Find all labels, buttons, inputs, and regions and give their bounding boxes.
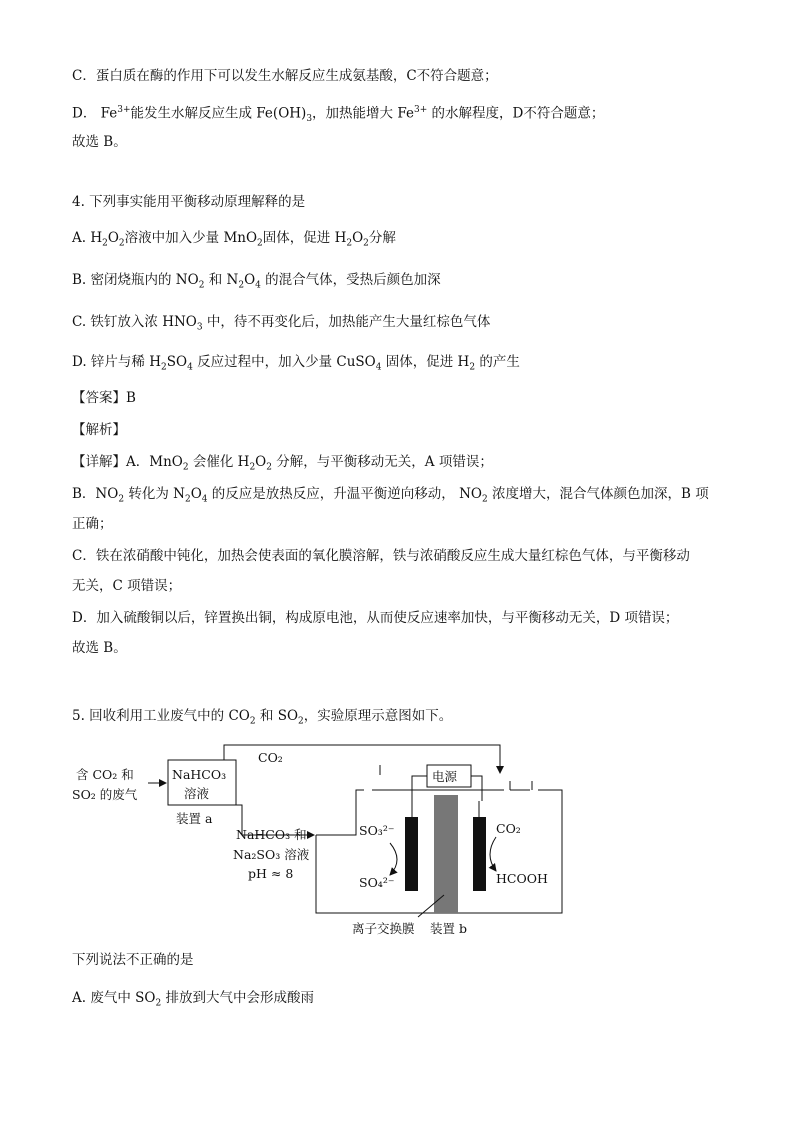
detail-c-2: 无关，C 项错误； (72, 578, 182, 594)
analysis-tag: 【解析】 (72, 422, 126, 438)
gas-input-label-2: SO₂ 的废气 (72, 787, 138, 802)
detail-c-1: C．铁在浓硝酸中钝化，加热会使表面的氧化膜溶解，铁与浓硝酸反应生成大量红棕色气体，与平衡移动 (72, 548, 690, 564)
anode-arrow (390, 843, 397, 875)
q5-question: 下列说法不正确的是 (72, 952, 194, 968)
solution-label-3: pH ≈ 8 (248, 866, 294, 881)
option-c-explanation: C．蛋白质在酶的作用下可以发生水解反应生成氨基酸，C不符合题意； (72, 68, 498, 84)
co2-top-label: CO₂ (258, 750, 283, 765)
solution-label-1: NaHCO₃ 和 (236, 827, 307, 842)
option-d-explanation: D． $Fe^{3+}$能发生水解反应生成 $Fe(OH)_3$，加热能增大 $Fe^{3+}$ 的水解程度，D不符合题意； (72, 105, 605, 125)
so3-label: SO₃²⁻ (359, 823, 395, 838)
anode (405, 817, 418, 891)
hcooh-label: HCOOH (496, 871, 548, 886)
detail-b-2: 正确； (72, 516, 113, 532)
device-a-label-2: 溶液 (184, 786, 210, 801)
detail-b-1: B．$NO_2$ 转化为 $N_2O_4$ 的反应是放热反应，升温平衡逆向移动， $NO_2$ 浓度增大，混合气体颜色加深，B 项 (72, 486, 709, 505)
device-b-label: 装置 b (430, 921, 467, 936)
gas-input-label-1: 含 CO₂ 和 (76, 767, 134, 782)
cathode-arrow (490, 837, 496, 871)
detail-d: D．加入硫酸铜以后，锌置换出铜，构成原电池，从而使反应速率加快，与平衡移动无关，D 项错误； (72, 610, 679, 626)
device-a-label-1: NaHCO₃ (172, 767, 227, 782)
cathode (473, 817, 486, 891)
so4-label: SO₄²⁻ (359, 875, 395, 890)
q4-stem: 4. 下列事实能用平衡移动原理解释的是 (72, 194, 306, 210)
q4-option-d: D. 锌片与稀 $H_2SO_4$ 反应过程中，加入少量 CuSO$_4$ 固体，促进 $H_2$ 的产生 (72, 354, 520, 373)
electrolysis-diagram (72, 735, 572, 940)
q4-final-choice: 故选 B。 (72, 640, 127, 656)
device-a-caption: 装置 a (176, 811, 213, 826)
detail-a: 【详解】A．MnO$_2$ 会催化 $H_2O_2$ 分解，与平衡移动无关，A 项错误； (72, 454, 493, 473)
q4-option-a: A. $H_2O_2$溶液中加入少量 MnO$_2$固体，促进 $H_2O_2$分解 (72, 230, 396, 249)
q5-stem: 5. 回收利用工业废气中的 $CO_2$ 和 $SO_2$，实验原理示意图如下。 (72, 708, 453, 727)
q4-option-b: B. 密闭烧瓶内的 $NO_2$ 和 $N_2O_4$ 的混合气体，受热后颜色加深 (72, 272, 441, 291)
q5-option-a: A. 废气中 $SO_2$ 排放到大气中会形成酸雨 (72, 990, 314, 1009)
power-source-label: 电源 (432, 769, 458, 784)
solution-label-2: Na₂SO₃ 溶液 (233, 847, 310, 862)
co2-right-label: CO₂ (496, 821, 521, 836)
q4-option-c: C. 铁钉放入浓 $HNO_3$ 中，待不再变化后，加热能产生大量红棕色气体 (72, 314, 491, 333)
final-choice: 故选 B。 (72, 134, 127, 150)
membrane-label: 离子交换膜 (352, 921, 415, 936)
answer-tag: 【答案】B (72, 390, 136, 406)
ion-exchange-membrane (434, 795, 458, 913)
